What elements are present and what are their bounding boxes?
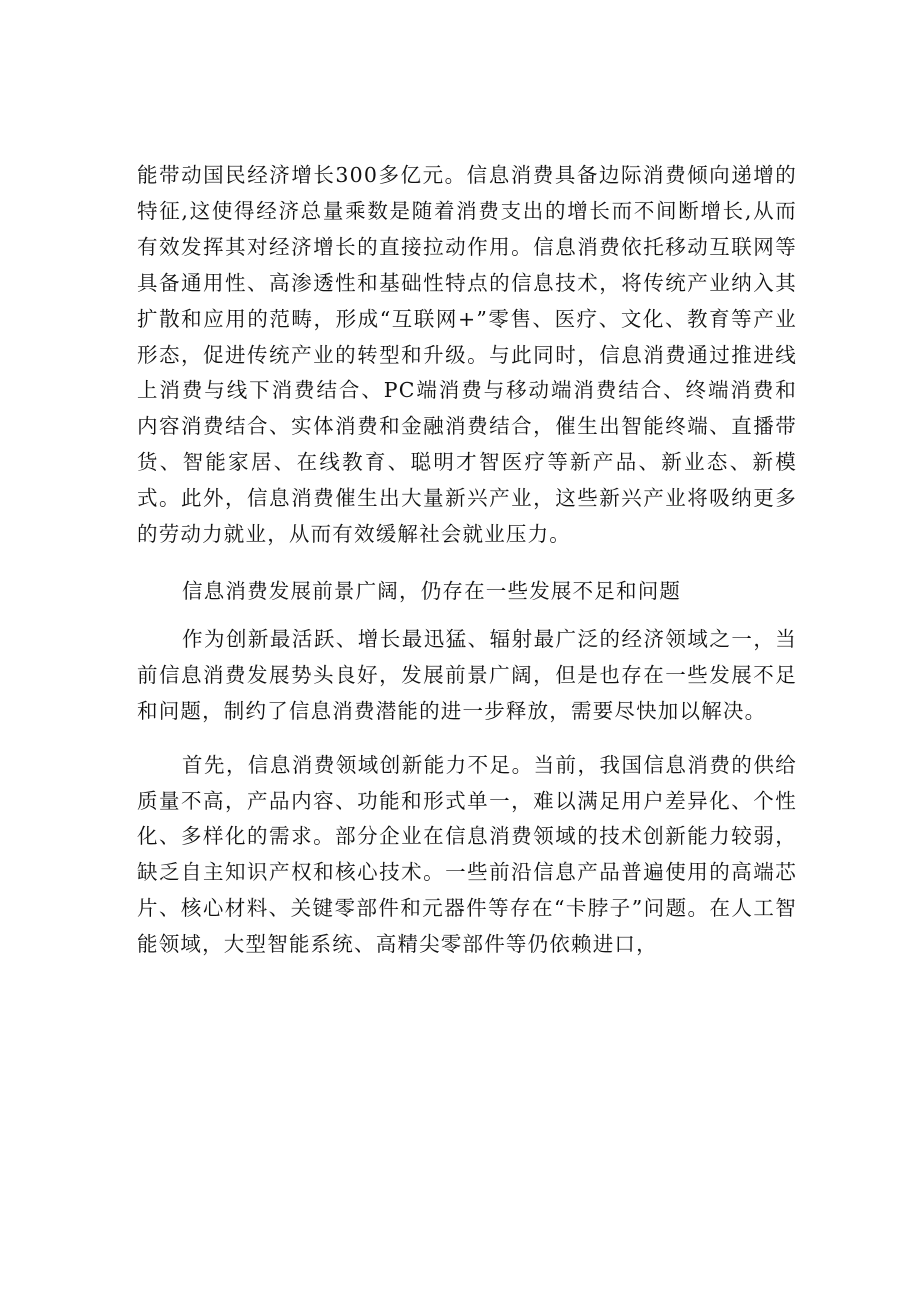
document-body xyxy=(137,158,797,963)
paragraph-continuation: 能带动国民经济增长300多亿元。信息消费具备边际消费倾向递增的特征,这使得经济总量乘数是随着消费支出的增长而不间断增长,从而有效发挥其对经济增长的直接拉动作用。信息消费依托移动互联网等具备通用性、高渗透性和基础性特点的信息技术，将传统产业纳入其扩散和应用的范畴，形成“互联网+”零售、医疗、文化、教育等产业形态，促进传统产业的转型和升级。与此同时，信息消费通过推进线上消费与线下消费结合、PC端消费与移动端消费结合、终端消费和内容消费结合、实体消费和金融消费结合，催生出智能终端、直播带货、智能家居、在线教育、聪明才智医疗等新产品、新业态、新模式。此外，信息消费催生出大量新兴产业，这些新兴产业将吸纳更多的劳动力就业，从而有效缓解社会就业压力。 xyxy=(137,163,797,547)
paragraph-overview: 作为创新最活跃、增长最迅猛、辐射最广泛的经济领域之一，当前信息消费发展势头良好，发展前景广阔，但是也存在一些发展不足和问题，制约了信息消费潜能的进一步释放，需要尽快加以解决。 xyxy=(137,626,797,723)
paragraph-innovation: 首先，信息消费领域创新能力不足。当前，我国信息消费的供给质量不高，产品内容、功能和形式单一，难以满足用户差异化、个性化、多样化的需求。部分企业在信息消费领域的技术创新能力较弱，缺乏自主知识产权和核心技术。一些前沿信息产品普遍使用的高端芯片、核心材料、关键零部件和元器件等存在“卡脖子”问题。在人工智能领域，大型智能系统、高精尖零部件等仍依赖进口， xyxy=(137,752,797,957)
section-heading: 信息消费发展前景广阔，仍存在一些发展不足和问题 xyxy=(182,578,682,603)
